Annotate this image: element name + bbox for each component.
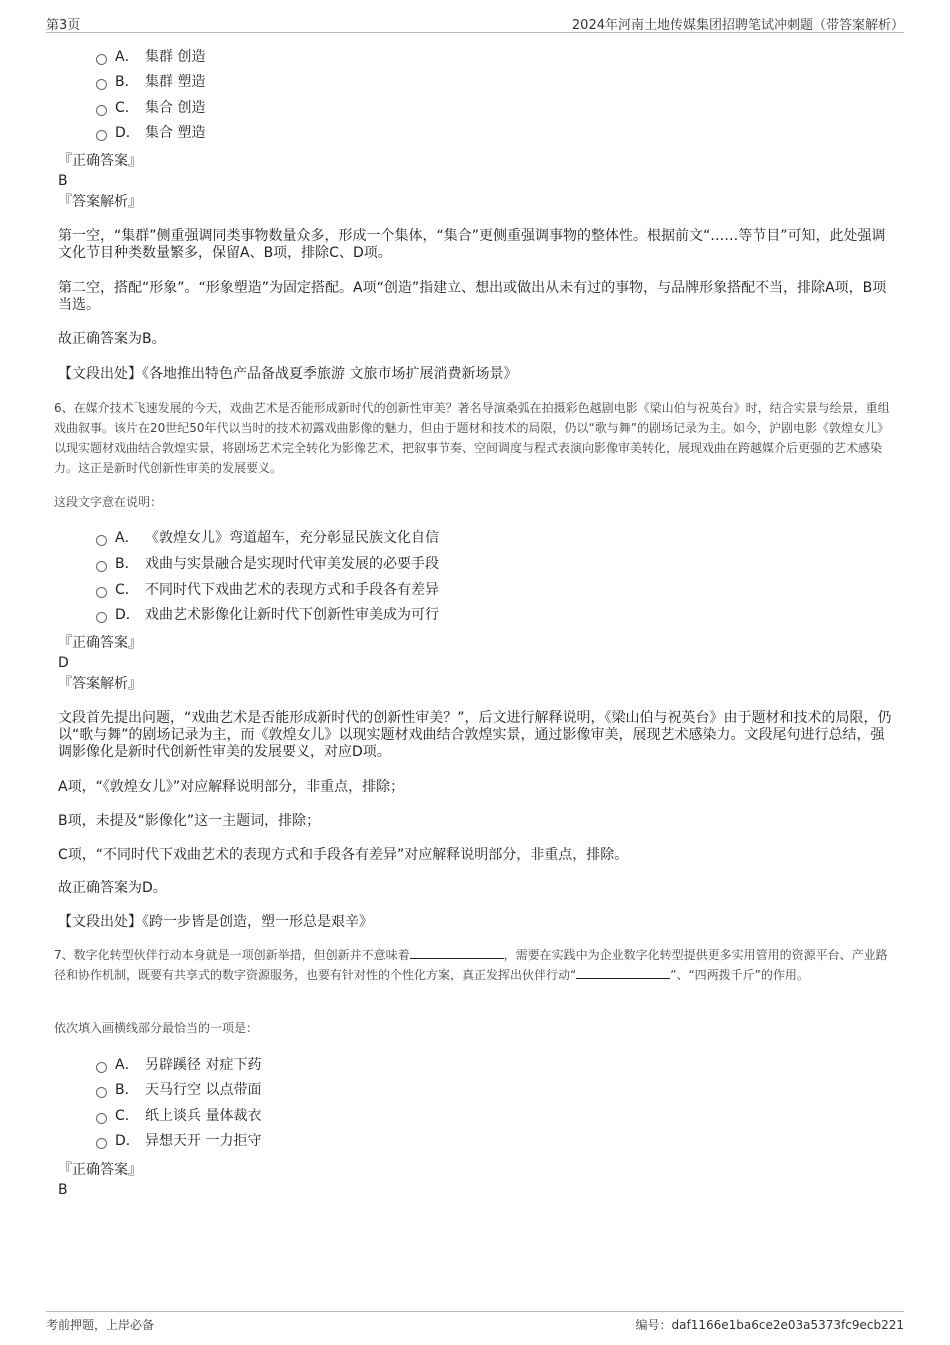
radio-icon[interactable]	[96, 535, 107, 546]
q7-option-a[interactable]: A． 另辟蹊径 对症下药	[96, 1055, 261, 1075]
q6-analysis-p1: 文段首先提出问题，“戏曲艺术是否能形成新时代的创新性审美？”，后文进行解释说明，《梁山伯与祝英台》由于题材和技术的局限，仍以“歌与舞”的剧场记录为主，而《敦煌女儿》以现实题材戏曲结合敦煌实景，通过影像审美，展现艺术感染力。文段尾句进行总结，强调影像化是新时代创新性审美的发展要义，对应D项。	[58, 710, 892, 760]
q6-analysis-p4: C项，“不同时代下戏曲艺术的表现方式和手段各有差异”对应解释说明部分，非重点，排除。	[58, 847, 629, 863]
q6-answer-label: 『正确答案』	[58, 635, 142, 651]
q7-answer-label: 『正确答案』	[58, 1162, 142, 1178]
q5-answer-label: 『正确答案』	[58, 153, 142, 169]
q7-option-c[interactable]: C． 纸上谈兵 量体裁衣	[96, 1106, 261, 1126]
q6-analysis-p5: 故正确答案为D。	[58, 880, 167, 896]
q6-option-c[interactable]: C． 不同时代下戏曲艺术的表现方式和手段各有差异	[96, 580, 439, 600]
fill-blank-1	[410, 946, 504, 959]
q5-option-c[interactable]: C． 集合 创造	[96, 98, 205, 118]
radio-icon[interactable]	[96, 587, 107, 598]
q6-analysis-label: 『答案解析』	[58, 676, 142, 692]
q7-answer: B	[58, 1182, 68, 1198]
q5-analysis-label: 『答案解析』	[58, 194, 142, 210]
q5-answer: B	[58, 173, 68, 189]
q6-option-d[interactable]: D． 戏曲艺术影像化让新时代下创新性审美成为可行	[96, 605, 439, 625]
q5-option-b[interactable]: B． 集群 塑造	[96, 72, 205, 92]
q7-stem: 7、数字化转型伙伴行动本身就是一项创新举措，但创新并不意味着 ，需要在实践中为企业数字化转型提供更多实用管用的资源平台、产业路径和协作机制，既要有共享式的数字资源服务，也要有针对性的个性化方案，真正发挥出伙伴行动“ ”、“四两拨千斤”的作用。	[54, 948, 888, 982]
q7-option-b[interactable]: B． 天马行空 以点带面	[96, 1080, 261, 1100]
q6-option-b[interactable]: B． 戏曲与实景融合是实现时代审美发展的必要手段	[96, 554, 439, 574]
q6-stem: 6、在媒介技术飞速发展的今天，戏曲艺术是否能形成新时代的创新性审美？著名导演桑弧在拍摄彩色越剧电影《梁山伯与祝英台》时，结合实景与绘景，重组戏曲叙事。该片在20世纪50年代以当时的技术初露戏曲影像的魅力，但由于题材和技术的局限，仍以“歌与舞”的剧场记录为主。如今，沪剧电影《敦煌女儿》以现实题材戏曲结合敦煌实景，将剧场艺术完全转化为影像艺术，把叙事节奏、空间调度与程式表演向影像审美转化，展现戏曲在跨越媒介后更强的艺术感染力。这正是新时代创新性审美的发展要义。	[54, 401, 890, 475]
q7-option-d[interactable]: D． 异想天开 一力拒守	[96, 1131, 261, 1151]
q6-answer: D	[58, 655, 69, 671]
document-title: 2024年河南土地传媒集团招聘笔试冲刺题（带答案解析）	[571, 18, 904, 33]
radio-icon[interactable]	[96, 130, 107, 141]
document-id: 编号：daf1166e1ba6ce2e03a5373fc9ecb221	[635, 1318, 904, 1332]
radio-icon[interactable]	[96, 1138, 107, 1149]
radio-icon[interactable]	[96, 1087, 107, 1098]
page-header	[46, 14, 904, 33]
q6-analysis-p3: B项，未提及“影像化”这一主题词，排除；	[58, 813, 321, 829]
page-number: 第3页	[46, 18, 81, 33]
q7-prompt: 依次填入画横线部分最恰当的一项是：	[54, 1021, 259, 1035]
radio-icon[interactable]	[96, 1062, 107, 1073]
radio-icon[interactable]	[96, 105, 107, 116]
radio-icon[interactable]	[96, 79, 107, 90]
q5-analysis-p3: 故正确答案为B。	[58, 331, 166, 347]
radio-icon[interactable]	[96, 612, 107, 623]
q5-option-a[interactable]: A． 集群 创造	[96, 47, 205, 67]
q5-analysis-p2: 第二空，搭配“形象”。“形象塑造”为固定搭配。A项“创造”指建立、想出或做出从未有过的事物，与品牌形象搭配不当，排除A项，B项当选。	[58, 280, 887, 313]
q6-option-a[interactable]: A． 《敦煌女儿》弯道超车，充分彰显民族文化自信	[96, 528, 439, 548]
fill-blank-2	[576, 966, 670, 979]
q6-prompt: 这段文字意在说明：	[54, 495, 163, 509]
radio-icon[interactable]	[96, 54, 107, 65]
q6-analysis-p2: A项，“《敦煌女儿》”对应解释说明部分，非重点，排除；	[58, 779, 405, 795]
footer-slogan: 考前押题，上岸必备	[46, 1318, 155, 1332]
q5-source: 【文段出处】《各地推出特色产品备战夏季旅游 文旅市场扩展消费新场景》	[58, 366, 518, 382]
radio-icon[interactable]	[96, 1113, 107, 1124]
page-footer	[46, 1311, 904, 1334]
q5-analysis-p1: 第一空，“集群”侧重强调同类事物数量众多，形成一个集体，“集合”更侧重强调事物的整体性。根据前文“……等节目”可知，此处强调文化节目种类数量繁多，保留A、B项，排除C、D项。	[58, 228, 886, 261]
q6-source: 【文段出处】《跨一步皆是创造，塑一形总是艰辛》	[58, 914, 373, 930]
radio-icon[interactable]	[96, 561, 107, 572]
q5-option-d[interactable]: D． 集合 塑造	[96, 123, 205, 143]
